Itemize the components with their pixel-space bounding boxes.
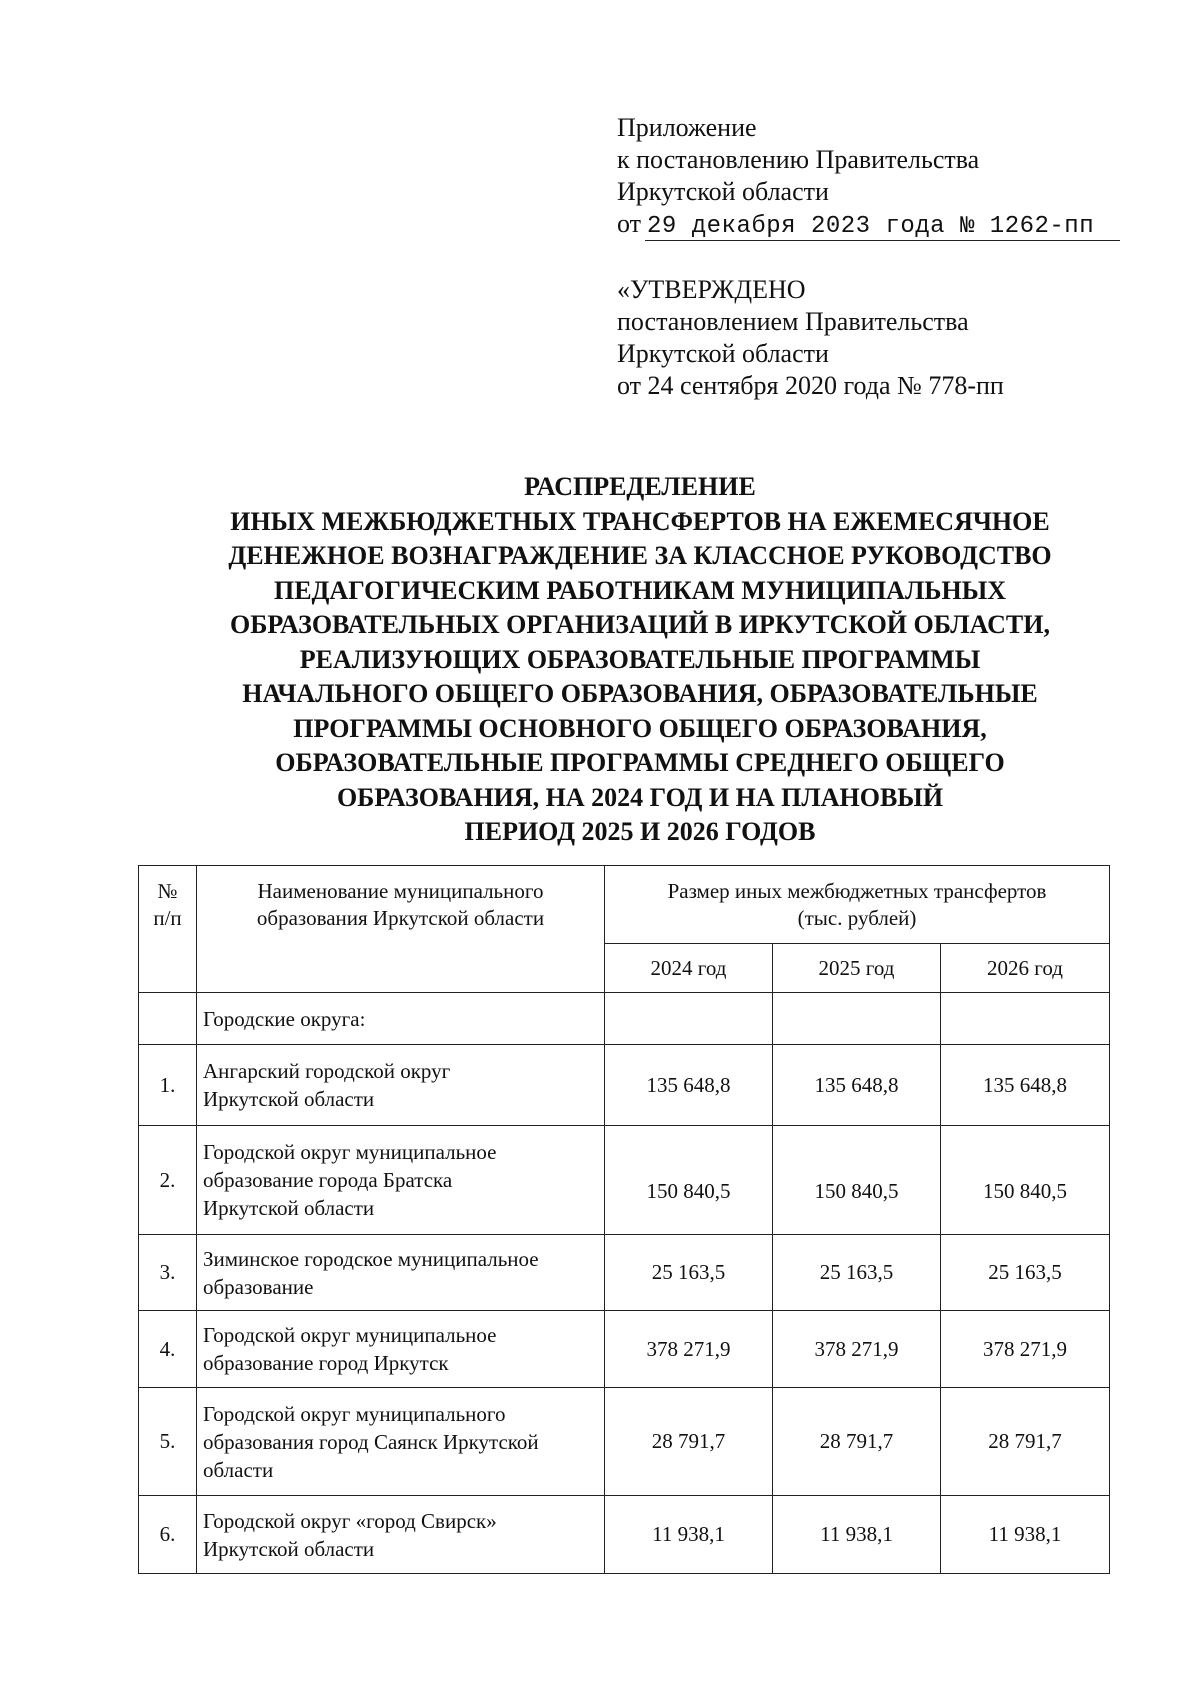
municipality-name [197, 1496, 605, 1574]
amount-2025: 28 791,7 [773, 1388, 941, 1496]
table-row [139, 1045, 1110, 1126]
col-name-header [197, 866, 605, 993]
table-cell [139, 993, 197, 1045]
amount-2024: 378 271,9 [605, 1311, 773, 1388]
col-number-line2: п/п [153, 906, 182, 930]
title-line: ОБРАЗОВАНИЯ, НА 2024 ГОД И НА ПЛАНОВЫЙ [336, 782, 944, 812]
amount-2024: 135 648,8 [605, 1045, 773, 1126]
approved-region: Иркутской области [617, 339, 829, 368]
section-label: Городские округа: [197, 993, 605, 1045]
resolution-line [617, 144, 1120, 176]
municipality-name-line: Иркутской области [203, 1196, 375, 1220]
order-number: 29 декабря 2023 года № 1262-пп [647, 213, 1095, 240]
appendix-header [617, 112, 1120, 243]
amount-2025: 150 840,5 [773, 1126, 941, 1235]
municipality-name [197, 1045, 605, 1126]
amount-2026: 150 840,5 [941, 1126, 1110, 1235]
amount-2026: 11 938,1 [941, 1496, 1110, 1574]
year-header: 2026 год [941, 944, 1110, 993]
document-title [150, 470, 1130, 850]
amount-2026: 25 163,5 [941, 1235, 1110, 1311]
to-word: к [617, 145, 630, 174]
municipality-name-line: образование города Братска [203, 1168, 453, 1192]
amount-2026: 28 791,7 [941, 1388, 1110, 1496]
amount-2025: 25 163,5 [773, 1235, 941, 1311]
title-line: РЕАЛИЗУЮЩИХ ОБРАЗОВАТЕЛЬНЫЕ ПРОГРАММЫ [299, 644, 981, 674]
section-row [139, 993, 1110, 1045]
year-header: 2025 год [773, 944, 941, 993]
amount-2024: 25 163,5 [605, 1235, 773, 1311]
title-line: ДЕНЕЖНОЕ ВОЗНАГРАЖДЕНИЕ ЗА КЛАССНОЕ РУКОВОДСТВО [228, 541, 1052, 570]
header-row [139, 866, 1110, 944]
municipality-name-line: Городской округ муниципальное [203, 1140, 497, 1164]
amount-2026: 378 271,9 [941, 1311, 1110, 1388]
government-word: Правительства [815, 145, 980, 174]
amount-2025: 135 648,8 [773, 1045, 941, 1126]
table-row [139, 1126, 1110, 1235]
row-number: 5. [139, 1388, 197, 1496]
table-row [139, 1496, 1110, 1574]
title-line: ПЕРИОД 2025 И 2026 ГОДОВ [464, 817, 816, 846]
municipality-name [197, 1235, 605, 1311]
col-number-header [139, 866, 197, 993]
municipality-name-line: Ангарский городской округ [203, 1059, 451, 1083]
amount-2024: 11 938,1 [605, 1496, 773, 1574]
distribution-table [138, 865, 1110, 1574]
municipality-name-line: Иркутской области [203, 1536, 375, 1561]
row-number: 2. [139, 1126, 197, 1235]
title-line: ИНЫХ МЕЖБЮДЖЕТНЫХ ТРАНСФЕРТОВ НА ЕЖЕМЕСЯЧНОЕ [230, 506, 1050, 536]
region-label: Иркутской области [617, 177, 829, 206]
municipality-name-line: Городской округ муниципального [203, 1401, 506, 1426]
row-number: 3. [139, 1235, 197, 1311]
row-number: 1. [139, 1045, 197, 1126]
table-row [139, 1388, 1110, 1496]
row-number: 4. [139, 1311, 197, 1388]
municipality-name-line: Иркутской области [203, 1087, 375, 1111]
col-name-line1: Наименование муниципального [257, 879, 544, 903]
title-line: НАЧАЛЬНОГО ОБЩЕГО ОБРАЗОВАНИЯ, ОБРАЗОВАТЕЛЬНЫЕ [242, 679, 1038, 708]
approved-by: постановлением Правительства [617, 307, 969, 336]
from-prefix: от [617, 209, 642, 238]
title-line: ПЕДАГОГИЧЕСКИМ РАБОТНИКАМ МУНИЦИПАЛЬНЫХ [273, 575, 1007, 605]
amount-2025: 378 271,9 [773, 1311, 941, 1388]
municipality-name [197, 1311, 605, 1388]
year-header: 2024 год [605, 944, 773, 993]
amount-2024: 150 840,5 [605, 1126, 773, 1235]
table-cell [941, 993, 1110, 1045]
table-cell [605, 993, 773, 1045]
municipality-name-line: Городской округ «город Свирск» [203, 1508, 497, 1533]
title-line: ПРОГРАММЫ ОСНОВНОГО ОБЩЕГО ОБРАЗОВАНИЯ, [293, 713, 987, 743]
approved-block [617, 274, 1004, 402]
order-underline [645, 240, 1120, 241]
approved-date: от 24 сентября 2020 года № 778-пп [617, 371, 1004, 400]
municipality-name [197, 1388, 605, 1496]
row-number: 6. [139, 1496, 197, 1574]
col-amount-header [605, 866, 1110, 944]
col-number-line1: № [157, 879, 178, 903]
municipality-name-line: Зиминское городское муниципальное [203, 1246, 539, 1271]
municipality-name-line: образование город Иркутск [203, 1351, 449, 1375]
title-line: ОБРАЗОВАТЕЛЬНЫХ ОРГАНИЗАЦИЙ В ИРКУТСКОЙ ОБЛАСТИ, [230, 610, 1050, 639]
municipality-name-line: Городской округ муниципальное [203, 1323, 497, 1347]
amount-2024: 28 791,7 [605, 1388, 773, 1496]
col-amount-line1: Размер иных межбюджетных трансфертов [667, 879, 1047, 903]
table-cell [773, 993, 941, 1045]
title-line: РАСПРЕДЕЛЕНИЕ [524, 472, 756, 501]
table-row [139, 1235, 1110, 1311]
order-line [617, 208, 1120, 243]
amount-2026: 135 648,8 [941, 1045, 1110, 1126]
col-name-line2: образования Иркутской области [256, 906, 545, 930]
approved-label: «УТВЕРЖДЕНО [617, 275, 806, 304]
title-line: ОБРАЗОВАТЕЛЬНЫЕ ПРОГРАММЫ СРЕДНЕГО ОБЩЕГО [275, 748, 1005, 777]
municipality-name-line: образование [203, 1274, 314, 1299]
municipality-name-line: области [203, 1457, 274, 1482]
amount-2025: 11 938,1 [773, 1496, 941, 1574]
municipality-name [197, 1126, 605, 1235]
resolution-word: постановлению [636, 145, 810, 174]
col-amount-line2: (тыс. рублей) [797, 906, 917, 930]
municipality-name-line: образования город Саянск Иркутской [203, 1429, 539, 1454]
appendix-label: Приложение [617, 113, 757, 142]
table-row [139, 1311, 1110, 1388]
